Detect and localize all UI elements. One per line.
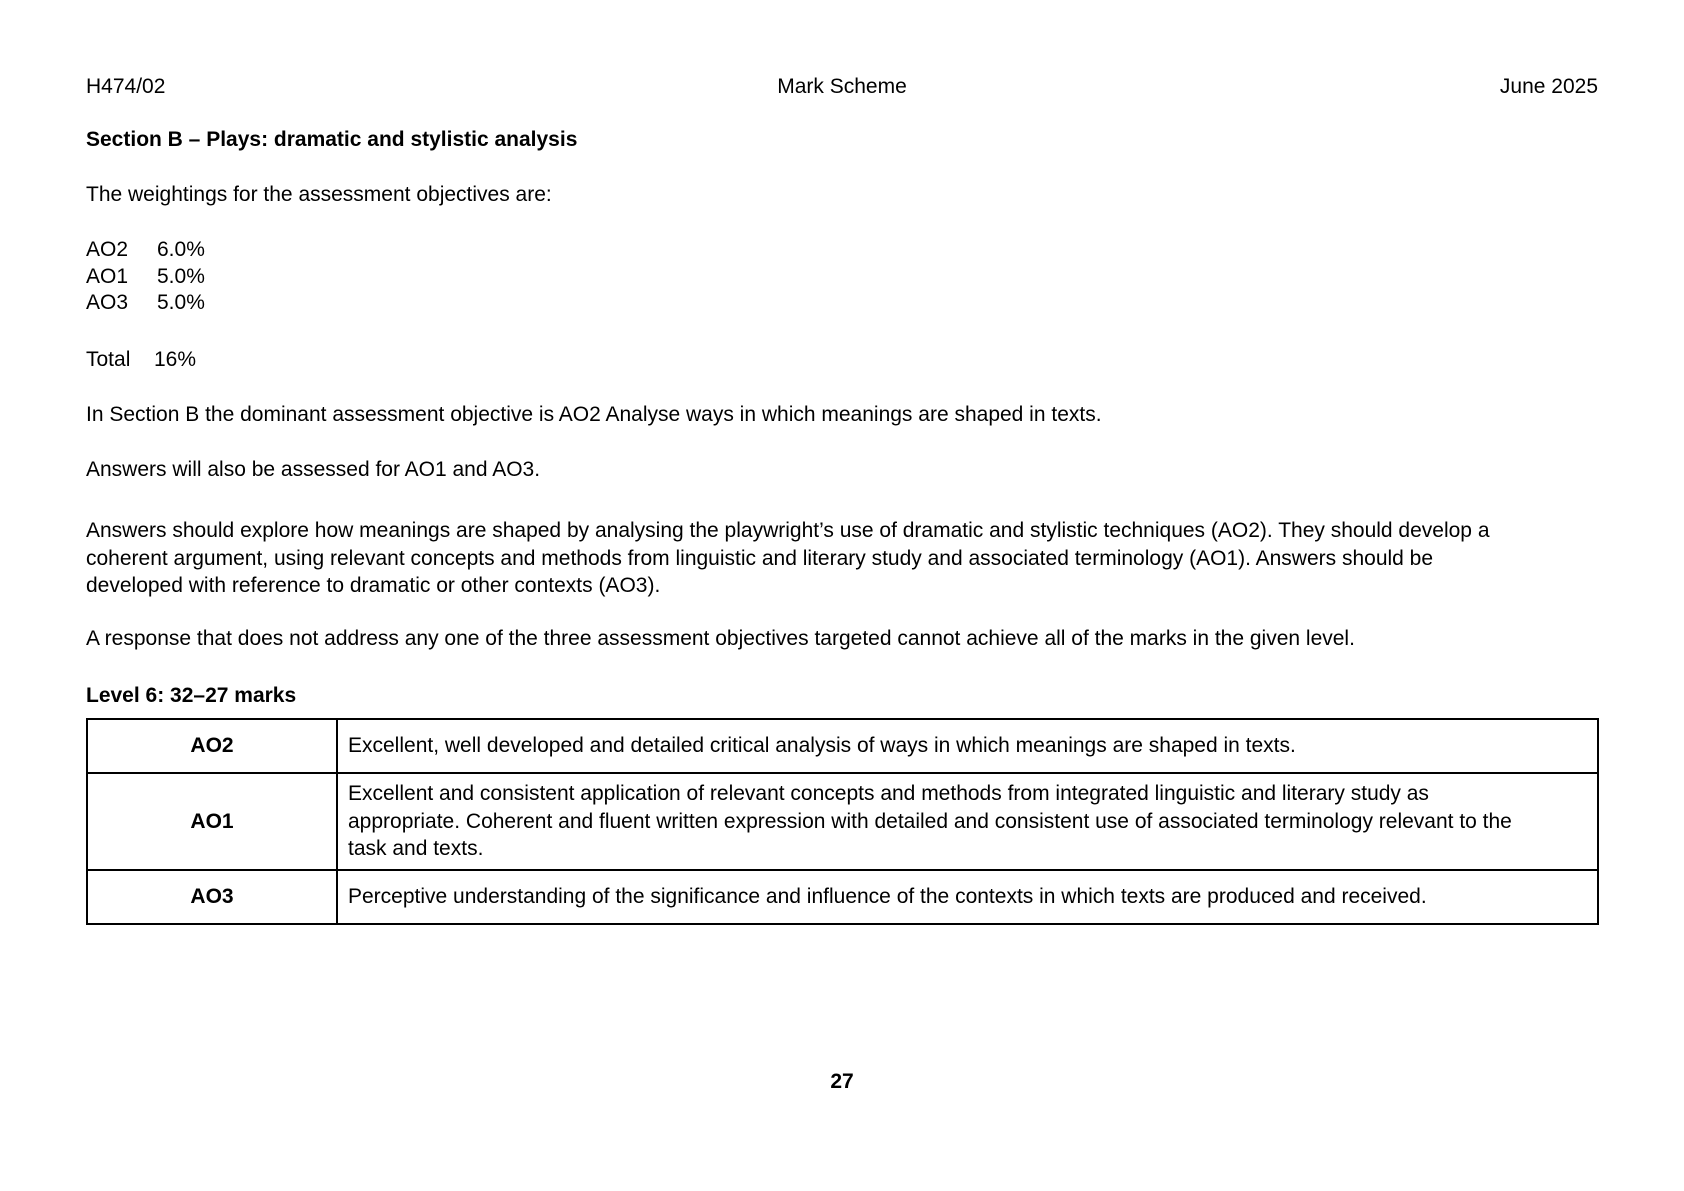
ao-descriptor (337, 773, 1598, 870)
descriptor-line: Excellent and consistent application of relevant concepts and methods from integrated linguistic and literary study as (348, 782, 1429, 806)
weighting-total (86, 349, 196, 370)
weighting-value: 5.0% (157, 265, 205, 288)
section-title: Section B – Plays: dramatic and stylistic analysis (86, 128, 578, 151)
weighting-value: 5.0% (157, 291, 205, 314)
descriptor-line: appropriate. Coherent and fluent written expression with detailed and consistent use of associated terminology relevant to the (348, 809, 1512, 833)
weighting-code: AO2 (86, 238, 129, 261)
weighting-code: AO1 (86, 265, 129, 288)
table-row (87, 870, 1598, 924)
ao-descriptor (337, 870, 1598, 924)
paragraph-line: developed with reference to dramatic or other contexts (AO3). (86, 574, 661, 597)
page-number: 27 (830, 1070, 854, 1093)
also-assessed-text: Answers will also be assessed for AO1 and AO3. (86, 458, 541, 481)
weighting-code: AO3 (86, 291, 129, 314)
weighting-value: 6.0% (157, 238, 205, 261)
descriptor-line: task and texts. (348, 837, 484, 861)
paragraph-line: Answers should explore how meanings are shaped by analysing the playwright’s use of dramatic and stylistic techniques (AO2). They should develop a (86, 519, 1490, 542)
weighting-row (86, 239, 205, 260)
ao-label: AO1 (87, 773, 337, 870)
weighting-row (86, 266, 205, 287)
ao-label: AO2 (87, 719, 337, 773)
ao-descriptor (337, 719, 1598, 773)
paper-code: H474/02 (86, 75, 166, 98)
table-row (87, 719, 1598, 773)
ao-label: AO3 (87, 870, 337, 924)
total-label: Total (86, 348, 131, 371)
level-title: Level 6: 32–27 marks (86, 684, 297, 707)
descriptor-line: Excellent, well developed and detailed critical analysis of ways in which meanings are shaped in texts. (348, 734, 1296, 758)
weighting-row (86, 292, 205, 313)
document-date: June 2025 (1499, 75, 1598, 98)
weightings-intro: The weightings for the assessment objectives are: (86, 183, 552, 206)
paragraph-line: coherent argument, using relevant concepts and methods from linguistic and literary study and associated terminology (AO1). Answers should be (86, 546, 1434, 570)
document-title: Mark Scheme (777, 75, 907, 98)
explore-paragraph (86, 517, 1606, 600)
dominant-objective-text: In Section B the dominant assessment objective is AO2 Analyse ways in which meanings are shaped in texts. (86, 403, 1102, 426)
level-descriptor-table (86, 718, 1599, 925)
total-value: 16% (154, 348, 197, 371)
descriptor-line: Perceptive understanding of the significance and influence of the contexts in which texts are produced and received. (348, 885, 1427, 909)
table-row (87, 773, 1598, 870)
caveat-text: A response that does not address any one of the three assessment objectives targeted cannot achieve all of the marks in the given level. (86, 627, 1355, 650)
